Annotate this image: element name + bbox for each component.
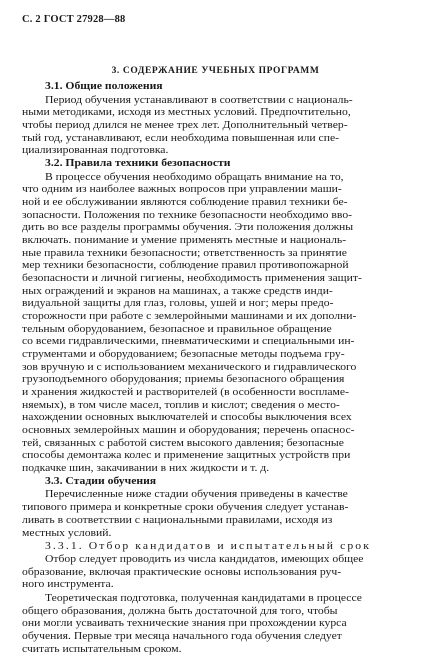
paragraph-line: дить во все разделы программы обучения. Эти положения должны <box>22 222 354 233</box>
paragraph-line: со всеми гидравлическими, пневматическими и специальными ин- <box>22 336 355 347</box>
paragraph-line: тей, связанных с работой систем высокого давления; безопасные <box>22 438 344 449</box>
paragraph-line: подкачке шин, закачивании в них жидкости и т. д. <box>22 463 270 474</box>
paragraph-line: 3.3.1. Отбор кандидатов и испытательный срок <box>45 541 371 552</box>
paragraph-line: безопасности и личной гигиены, необходимость применения защит- <box>22 273 362 284</box>
paragraph-line: типового примера и конкретные сроки обучения следует устанав- <box>22 502 349 513</box>
paragraph-line: зопасности. Положения по технике безопасности необходимо вво- <box>22 210 353 221</box>
paragraph-line: ных ограждений и экранов на машинах, а также средств инди- <box>22 286 333 297</box>
paragraph-line: грузоподъемного оборудования; приемы безопасного обращения <box>22 374 345 385</box>
paragraph-line: видуальной защиты для глаз, головы, ушей и ног; меры предо- <box>22 298 334 309</box>
paragraph-line: они могли усваивать технические знания при прохождении курса <box>22 618 347 629</box>
paragraph-line: обучения. Первые три месяца начального года обучения следует <box>22 631 342 642</box>
paragraph-line: циализированная подготовка. <box>22 145 169 156</box>
paragraph-line: В процессе обучения необходимо обращать внимание на то, <box>45 172 344 183</box>
paragraph-line: и хранения жидкостей и растворителей (в особенности воспламе- <box>22 387 349 398</box>
paragraph-line: ливать в соответствии с национальными правилами, исходя из <box>22 515 333 526</box>
paragraph-line: включать. понимание и умение применять местные и националь- <box>22 235 347 246</box>
paragraph-line: чтобы период длился не менее трех лет. Дополнительный четвер- <box>22 120 348 131</box>
subsection-heading: 3.3. Стадии обучения <box>45 476 157 487</box>
paragraph-line: сторожности при работе с землеройными машинами и их дополни- <box>22 311 357 322</box>
paragraph-line: няемых), в том числе масел, топлив и кислот; сведения о место- <box>22 400 340 411</box>
paragraph-line: Перечисленные ниже стадии обучения приведены в качестве <box>45 489 348 500</box>
paragraph-line: местных условий. <box>22 528 112 539</box>
subsection-heading: 3.1. Общие положения <box>45 81 163 92</box>
paragraph-line: образование, включая практические основы использования руч- <box>22 567 342 578</box>
section-title: 3. СОДЕРЖАНИЕ УЧЕБНЫХ ПРОГРАММ <box>111 66 320 76</box>
paragraph-line: ного инструмента. <box>22 579 114 590</box>
paragraph-line: способы демонтажа колес и применение защитных устройств при <box>22 450 351 461</box>
paragraph-line: ными методиками, исходя из местных условий. Предпочтительно, <box>22 107 351 118</box>
paragraph-line: общего образования, должна быть достаточной для того, чтобы <box>22 606 338 617</box>
paragraph-line: тый год, устанавливают, если необходима повышенная или спе- <box>22 133 340 144</box>
page-header: С. 2 ГОСТ 27928—88 <box>22 14 126 25</box>
paragraph-line: основных землеройных машин и оборудования; перечень опаснос- <box>22 425 355 436</box>
paragraph-line: струментами и оборудованием; безопасные методы подъема гру- <box>22 349 345 360</box>
paragraph-line: зов вручную и с использованием механического и гидравлического <box>22 362 357 373</box>
paragraph-line: Теоретическая подготовка, полученная кандидатами в процессе <box>45 593 362 604</box>
paragraph-line: нахождении основных выключателей и способы выключения всех <box>22 412 352 423</box>
subsection-heading: 3.2. Правила техники безопасности <box>45 158 231 169</box>
paragraph-line: ной и ее обслуживании являются соблюдение правил техники бе- <box>22 197 348 208</box>
paragraph-line: Отбор следует проводить из числа кандидатов, имеющих общее <box>45 554 364 565</box>
paragraph-line: что одним из наиболее важных вопросов при управлении маши- <box>22 184 342 195</box>
paragraph-line: тельным оборудованием, безопасное и правильное обращение <box>22 324 332 335</box>
paragraph-line: ные правила техники безопасности; ответственность за принятие <box>22 248 347 259</box>
paragraph-line: считать испытательным сроком. <box>22 644 182 655</box>
paragraph-line: мер техники безопасности, соблюдение правил противопожарной <box>22 260 349 271</box>
paragraph-line: Период обучения устанавливают в соответствии с националь- <box>45 95 353 106</box>
